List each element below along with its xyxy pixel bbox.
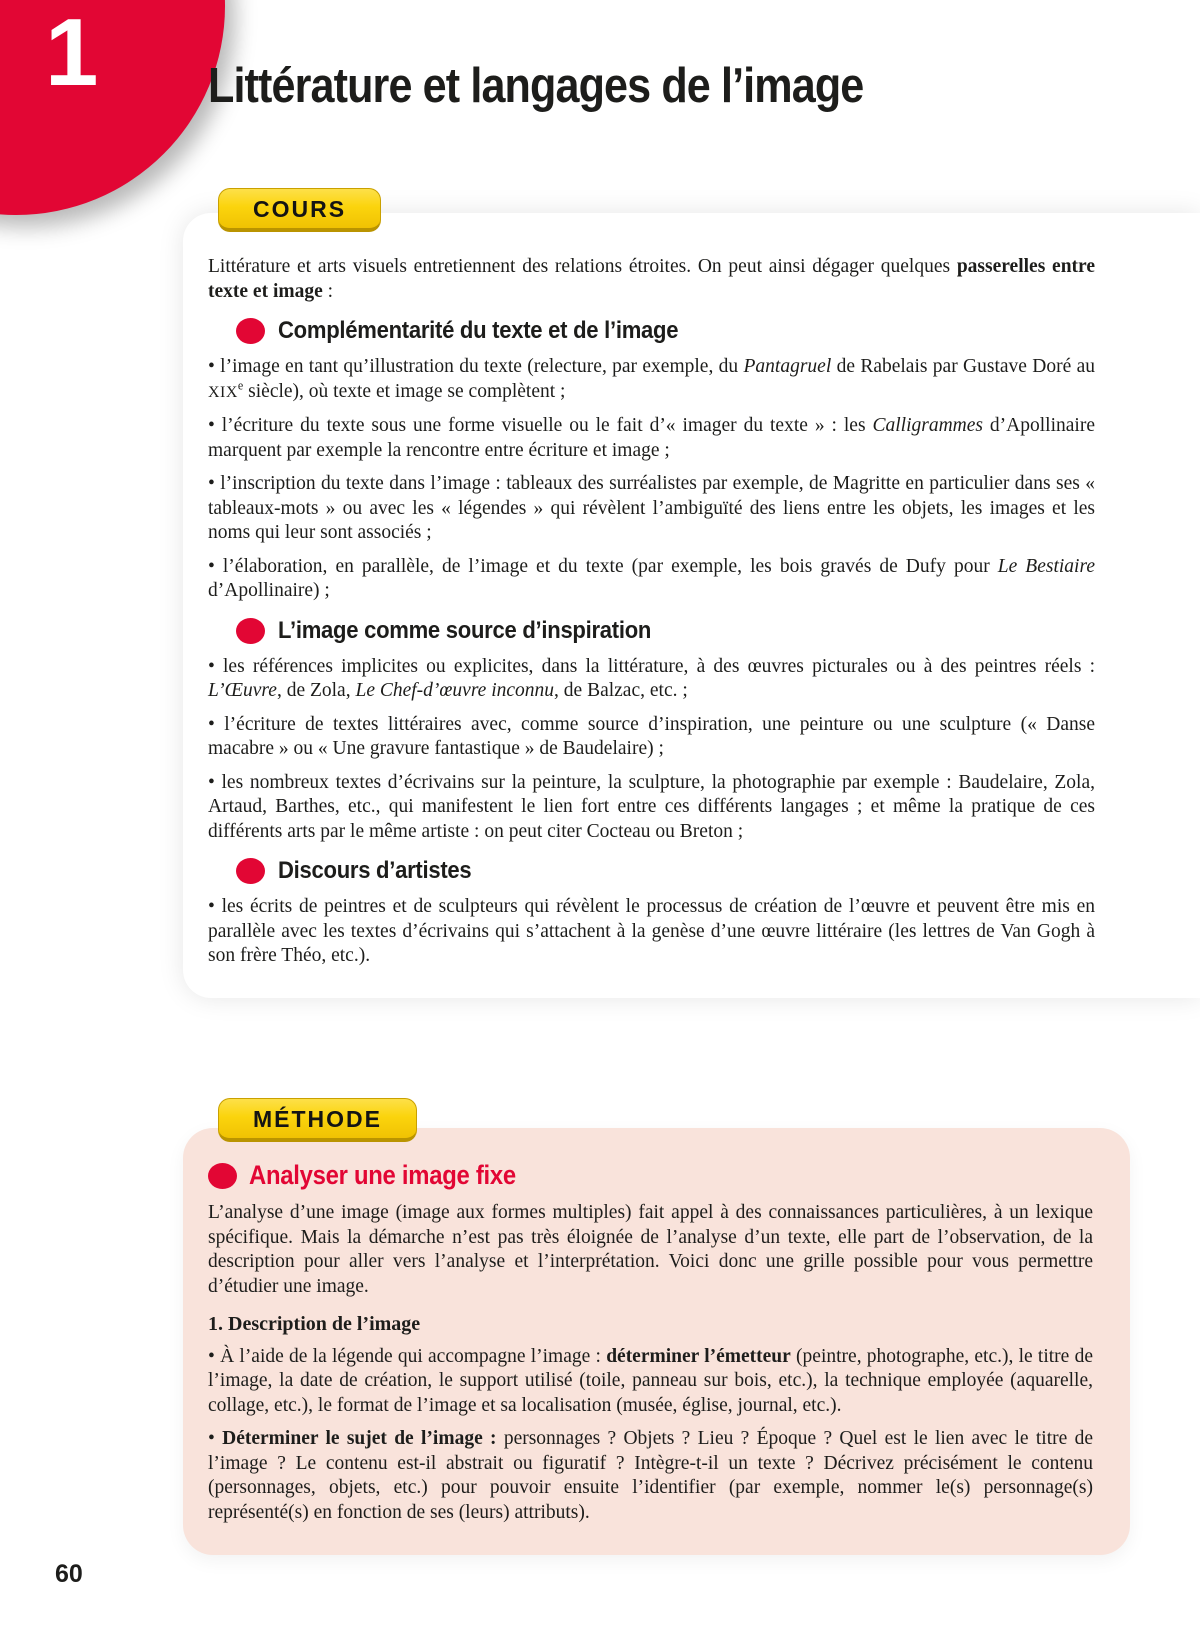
methode-heading-text: Analyser une image fixe — [249, 1160, 516, 1190]
methode-badge: MÉTHODE — [218, 1098, 417, 1142]
red-dot-icon — [208, 1163, 237, 1189]
bullet-paragraph: • les nombreux textes d’écrivains sur la peinture, la sculpture, la photographie par exemple : Baudelaire, Zola, Artaud, Barthes, etc., qui manifestent le lien fort entre ces différents langages ; et même la pratique de ces différents arts par le même artiste : on peut citer Cocteau ou Breton ; — [208, 771, 1095, 842]
bullet-paragraph: • l’image en tant qu’illustration du texte (relecture, par exemple, du Pantagruel de Rabelais par Gustave Doré au XIXe siècle), où texte et image se complètent ; — [208, 356, 1095, 402]
methode-heading — [208, 1160, 1093, 1191]
bullet-paragraph: • l’inscription du texte dans l’image : tableaux des surréalistes par exemple, de Magritte en particulier dans ses « tableaux-mots » ou avec les « légendes » qui révèlent l’ambiguïté des liens entre les objets, les images et les noms qui leur sont associés ; — [208, 473, 1095, 543]
bullet-paragraph: • l’écriture de textes littéraires avec, comme source d’inspiration, une peinture ou une sculpture (« Danse macabre » ou « Une gravure fantastique » de Baudelaire) ; — [208, 713, 1095, 759]
section-heading-text: Complémentarité du texte et de l’image — [278, 317, 679, 344]
section-heading-discours — [236, 857, 1095, 885]
bullet-paragraph: • À l’aide de la légende qui accompagne l’image : déterminer l’émetteur (peintre, photographe, etc.), le titre de l’image, la date de création, le support utilisé (toile, panneau sur bois, etc.), la technique employée (aquarelle, collage, etc.), le format de l’image et sa localisation (musée, église, journal, etc.). — [208, 1345, 1093, 1416]
methode-subheading: 1. Description de l’image — [208, 1313, 421, 1335]
bullet-paragraph: • les écrits de peintres et de sculpteurs qui révèlent le processus de création de l’œuvre et peuvent être mis en parallèle avec les textes d’écrivains qui s’attachent à la genèse d’une œuvre littéraire (les lettres de Van Gogh à son frère Théo, etc.). — [208, 896, 1095, 966]
section-heading-text: L’image comme source d’inspiration — [278, 616, 652, 644]
cours-intro-paragraph: Littérature et arts visuels entretiennent des relations étroites. On peut ainsi dégager quelques passerelles entre texte et image : — [208, 256, 1095, 302]
bullet-paragraph: • les références implicites ou explicites, dans la littérature, à des œuvres picturales ou à des peintres réels : L’Œuvre, de Zola, Le Chef-d’œuvre inconnu, de Balzac, etc. ; — [208, 655, 1095, 701]
red-dot-icon — [236, 858, 265, 884]
section-heading-inspiration — [236, 617, 1095, 645]
chapter-number: 1 — [45, 0, 99, 106]
red-dot-icon — [236, 618, 265, 644]
section-heading-complementarite — [236, 317, 1095, 345]
methode-intro-paragraph: L’analyse d’une image (image aux formes multiples) fait appel à des connaissances particulières, à un lexique spécifique. Mais la démarche n’est pas très éloignée de l’analyse d’un texte, elle part de l’observation, de la description pour aller vers l’analyse et l’interprétation. Voici donc une grille possible pour vous permettre d’étudier une image. — [208, 1202, 1093, 1297]
bullet-paragraph: • Déterminer le sujet de l’image : personnages ? Objets ? Lieu ? Époque ? Quel est le lien avec le titre de l’image ? Le contenu est-il abstrait ou figuratif ? Intègre-t-il un texte ? Décrivez précisément le contenu (personnages, objets, etc.) pour pouvoir ensuite l’identifier (par exemple, nommer le(s) personnage(s) représenté(s) en fonction de ses (leurs) attributs). — [208, 1428, 1093, 1523]
red-dot-icon — [236, 318, 265, 344]
cours-badge: COURS — [218, 188, 381, 232]
page-number: 60 — [55, 1560, 83, 1588]
chapter-circle — [0, 0, 225, 215]
bullet-paragraph: • l’élaboration, en parallèle, de l’image et du texte (par exemple, les bois gravés de Dufy pour Le Bestiaire d’Apollinaire) ; — [208, 555, 1095, 601]
bullet-paragraph: • l’écriture du texte sous une forme visuelle ou le fait d’« imager du texte » : les Calligrammes d’Apollinaire marquent par exemple la rencontre entre écriture et image ; — [208, 415, 1095, 461]
page-title: Littérature et langages de l’image — [208, 59, 864, 113]
section-heading-text: Discours d’artistes — [278, 857, 472, 884]
methode-section-card — [183, 1128, 1130, 1555]
cours-section-card — [183, 213, 1200, 998]
